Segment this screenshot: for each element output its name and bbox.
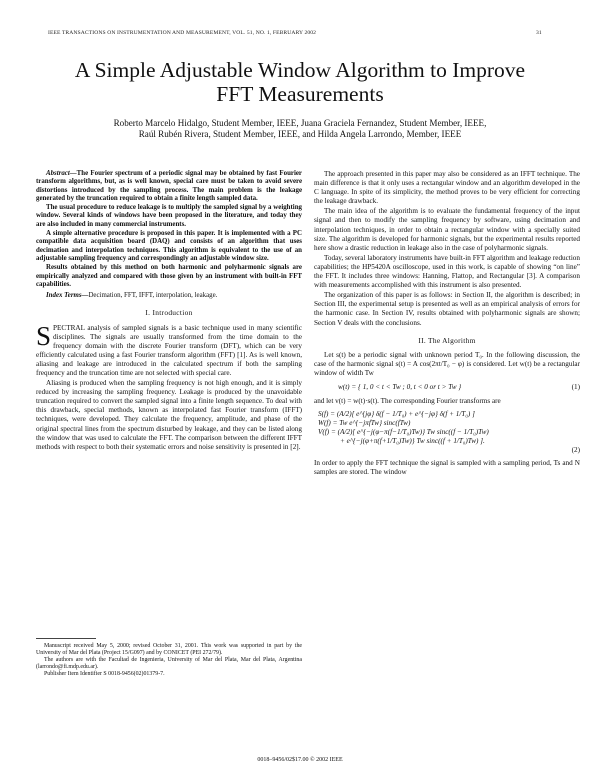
- right-column: [314, 170, 580, 478]
- right-p1: The approach presented in this paper may also be considered as an IFFT technique. The main difference is that it only uses a rectangular window and an algorithm developed in the C language. In spite of its simplicity, the method proves to be very efficient for correcting the leakage drawback.: [314, 170, 580, 206]
- equation-2-number: (2): [571, 446, 580, 455]
- footnote-p2: The authors are with the Facultad de Ingenieria, University of Mar del Plata, Mar del Plata, Argentina (larrondo@fi.mdp.edu.ar).: [36, 657, 302, 671]
- left-column: [36, 170, 302, 678]
- title-line-2: FFT Measurements: [216, 82, 384, 106]
- running-header: IEEE TRANSACTIONS ON INSTRUMENTATION AND MEASUREMENT, VOL. 51, NO. 1, FEBRUARY 2002: [48, 30, 317, 36]
- paper-title: [20, 58, 580, 106]
- intro-paragraph-1: [36, 320, 302, 379]
- equation-2-line-2: W(f) = Tw e^{−jπfTw} sinc(fTw): [318, 419, 411, 428]
- equation-1-number: (1): [571, 382, 580, 391]
- algorithm-p2: and let v(t) = w(t)·s(t). The corresponding Fourier transforms are: [314, 396, 501, 405]
- drop-cap: S: [36, 320, 52, 351]
- equation-2-line-4: + e^{−j(φ+π(f+1/T₀)Tw)} Tw sinc((f + 1/T₀)Tw) ].: [340, 437, 485, 446]
- right-p2: The main idea of the algorithm is to evaluate the fundamental frequency of the input signal and then to modify the sampling frequency by software, using decimation and interpolation techniques, in order to obtain a rectangular window with a specially suited size. The algorithm is developed for harmonic signals, but the experimental results reported here show a drastic reduction in leakage also in the case of polyharmonic signals.: [314, 207, 580, 252]
- right-p3: Today, several laboratory instruments have built-in FFT algorithm and leakage reduction capabilities; the HP5420A oscilloscope, used in this work, is capable of showing “on line” the FFT. It includes three windows: Hanning, Flattop, and Rectangular [3]. A comparison with measurements accomplished with this instrument is also presented.: [314, 253, 580, 290]
- abstract-p3: A simple alternative procedure is proposed in this paper. It is implemented with a PC compatible data acquisition board (DAQ) and consists of an algorithm that uses decimation and interpolation techniques. This algorithm is equivalent to the use of an adjustable sampling frequency and correspondingly an adjustable window size.: [36, 230, 302, 262]
- abstract-p2: The usual procedure to reduce leakage is to multiply the sampled signal by a weighting window. Several kinds of windows have been proposed in the literature, and today they are also included in many commercial instruments.: [36, 204, 302, 228]
- author-list: [40, 118, 560, 140]
- footnote-p3: Publisher Item Identifier S 0018-9456(02)01379-7.: [44, 671, 165, 678]
- intro-paragraph-2: Aliasing is produced when the sampling frequency is not high enough, and it is simply reduced by increasing the sampling frequency. Leakage is produced by the unavoidable truncation required to convert the sampled signal into a finite length sequence. To deal with this drawback, special methods, known as interpolated fast Fourier transform (IFFT) techniques, were developed. They calculate the frequency, amplitude, and phase of the original spectral lines from the spectrum disturbed by leakage, and they can be listed along the window that was used to calculate the FFT. The comparison between the different IFFT methods with respect to both their systematic errors and noise sensitivity is presented in [2].: [36, 379, 302, 451]
- algorithm-p1: Let s(t) be a periodic signal with unknown period T₀. In the following discussion, the case of the harmonic signal s(t) = A cos(2πt/T₀ − φ) is considered. Let w(t) be a rectangular window of width Tw: [314, 350, 580, 377]
- footnote: [36, 634, 302, 678]
- index-terms-lead: Index Terms—: [46, 292, 89, 300]
- index-terms: [36, 292, 302, 300]
- section-1-heading: I. Introduction: [145, 308, 193, 318]
- abstract-p4: Results obtained by this method on both harmonic and polyharmonic signals are empirically analyzed and compared with those given by an instrument with built-in FFT capabilities.: [36, 264, 302, 288]
- equation-2-line-1: S(f) = (A/2)[ e^{jφ} δ(f − 1/T₀) + e^{−jφ} δ(f + 1/T₀) ]: [318, 410, 475, 419]
- intro-p1-text: PECTRAL analysis of sampled signals is a basic technique used in many scientific disciplines. The signals are usually transformed from the time domain to the frequency domain with the discrete Fourier transform (DFT), which can be very efficiently calculated using a fast Fourier transform algorithm (FFT) [1]. As is well known, aliasing and leakage are introduced in the calculated spectrum if both the sampling frequency and the truncation time are not selected with special care.: [36, 323, 302, 378]
- title-line-1: A Simple Adjustable Window Algorithm to Improve: [74, 58, 526, 82]
- equation-2: [318, 410, 580, 455]
- right-p4: The organization of this paper is as follows: in Section II, the algorithm is described; in Section III, the experimental setup is presented as well as an empirical analysis of errors for the harmonic case. In Section IV, results obtained with polyharmonic signals are shown; Section V deals with the conclusions.: [314, 291, 580, 327]
- abstract-p1: The Fourier spectrum of a periodic signal may be obtained by fast Fourier transform algorithms, but, as is well known, special care must be taken to avoid severe distortions introduced by the sampling process. The main problem is the leakage generated by the truncation required to obtain a finite length sampled data.: [36, 170, 302, 202]
- section-2-heading: II. The Algorithm: [418, 335, 476, 345]
- equation-1-body: w(t) = { 1, 0 < t < Tw ; 0, t < 0 or t > Tw }: [338, 382, 462, 391]
- page-number: 31: [536, 30, 542, 36]
- authors-line-2: Raúl Rubén Rivera, Student Member, IEEE, and Hilda Angela Larrondo, Member, IEEE: [138, 129, 462, 139]
- algorithm-p3: In order to apply the FFT technique the signal is sampled with a sampling period, Ts and N samples are stored. The window: [314, 459, 580, 477]
- index-terms-text: Decimation, FFT, IFFT, interpolation, leakage.: [88, 292, 218, 300]
- footnote-rule: [36, 638, 96, 639]
- footnote-p1: Manuscript received May 5, 2000; revised October 31, 2001. This work was supported in part by the University of Mar del Plata (Project 15/G097) and by CONICET (PEI 272/79).: [36, 643, 302, 657]
- authors-line-1: Roberto Marcelo Hidalgo, Student Member, IEEE, Juana Graciela Fernandez, Student Member, IEEE,: [113, 118, 487, 128]
- equation-1: [338, 383, 580, 392]
- equation-2-line-3: V(f) = (A/2)[ e^{−j(φ−π(f−1/T₀)Tw)} Tw sinc((f − 1/T₀)Tw): [318, 428, 489, 437]
- copyright-footer: 0018–9456/02$17.00 © 2002 IEEE: [257, 757, 343, 763]
- abstract-lead: Abstract—: [46, 170, 77, 177]
- abstract: [36, 170, 302, 289]
